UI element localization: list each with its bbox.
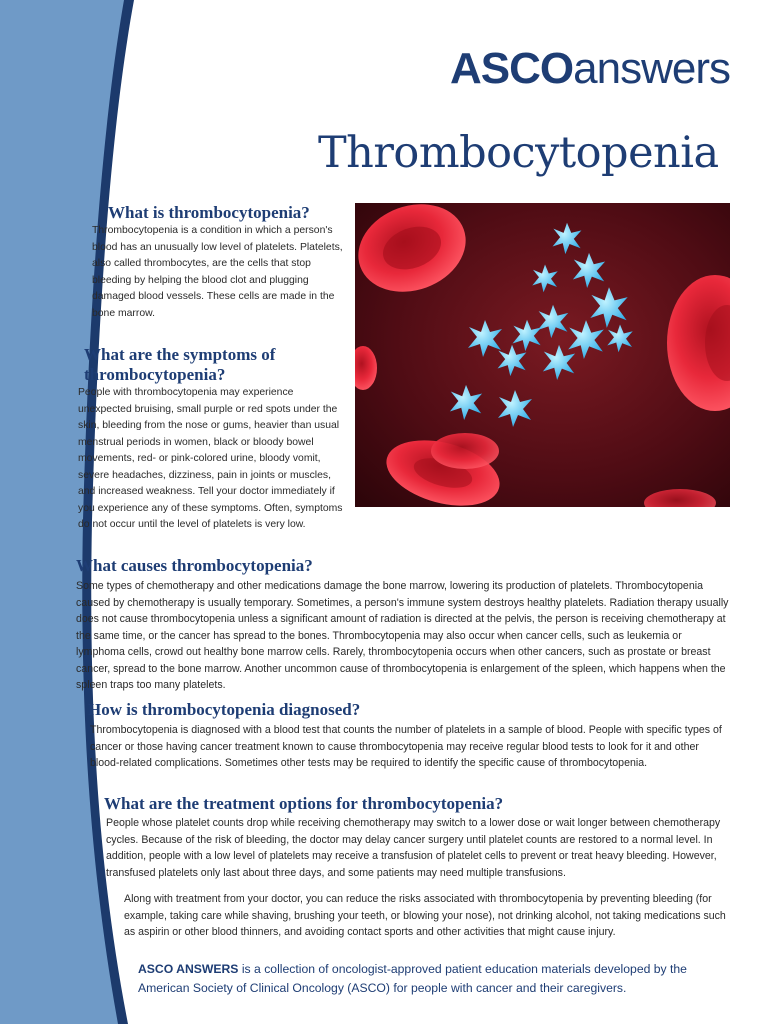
page-title: Thrombocytopenia: [318, 128, 719, 178]
logo-strong-text: ASCO: [450, 44, 574, 93]
section-heading-symptoms: What are the symptoms of thrombocytopenia?: [84, 345, 276, 384]
section-heading-treatment: What are the treatment options for thrombocytopenia?: [104, 794, 504, 813]
footer-text: is a collection of oncologist-approved patient education materials developed by the American Society of Clinical Oncology (ASCO) for people with cancer and their caregivers.: [138, 962, 687, 995]
section-heading-diagnosed: How is thrombocytopenia diagnosed?: [88, 700, 361, 719]
logo-light-text: answers: [573, 44, 730, 93]
section-text-treatment-2: Along with treatment from your doctor, you can reduce the risks associated with thrombocytopenia by preventing bleeding (for example, taking care while shaving, brushing your teeth, or blowing your nose), not drinking alcohol, not taking medications such as aspirin or other blood thinners, and avoiding contact sports and other activities that might cause injury.: [124, 893, 726, 938]
section-text-treatment-1: People whose platelet counts drop while receiving chemotherapy may switch to a lower dose or wait longer between chemotherapy cycles. Because of the risk of bleeding, the doctor may delay cancer surgery until platelet counts are restored to a normal level. In addition, people with a low level of platelets may receive a transfusion of platelet cells to prevent or treat heavy bleeding. However, transfused platelets only last about three days, and some patients may need multiple transfusions.: [106, 817, 721, 879]
section-text-what-is: Thrombocytopenia is a condition in which a person's blood has an unusually low level of platelets. Platelets, also called thrombocytes, are the cells that stop bleeding by helping the blood clot and plugging damaged blood vessels. These cells are made in the bone marrow.: [92, 225, 343, 319]
section-text-causes: Some types of chemotherapy and other medications damage the bone marrow, lowering its production of platelets. Thrombocytopenia caused by chemotherapy is usually temporary. Sometimes, a person's immune system destroys healthy platelets. Radiation therapy usually does not cause thrombocytopenia unless a significant amount of radiation is directed at the pelvis, the person is receiving chemotherapy at the same time, or the cancer has spread to the bones. Thrombocytopenia may also occur when cancer cells, such as leukemia or lymphoma cells, crowd out healthy bone marrow cells. Rarely, thrombocytopenia occurs when other cancers, such as prostate or breast cancer, spread to the bone marrow. Another uncommon cause of thrombocytopenia is enlargement of the spleen, which happens when the spleen traps too many platelets.: [76, 580, 729, 691]
section-text-symptoms: People with thrombocytopenia may experience unexpected bruising, small purple or red spots under the skin, bleeding from the nose or gums, heavier than usual menstrual periods in women, black or bloody bowel movements, red- or pink-colored urine, bloody vomit, severe headaches, dizziness, pain in joints or muscles, and increased weakness. Tell your doctor immediately if you experience any of these symptoms. Often, symptoms do not occur until the level of platelets is very low.: [78, 387, 343, 530]
blood-cells-illustration: [355, 203, 730, 507]
footer-description: [138, 960, 738, 998]
section-heading-causes: What causes thrombocytopenia?: [76, 556, 313, 575]
footer-lead: ASCO ANSWERS: [138, 962, 239, 976]
asco-answers-logo: [450, 44, 730, 94]
section-text-diagnosed: Thrombocytopenia is diagnosed with a blood test that counts the number of platelets in a sample of blood. People with specific types of cancer or those having cancer treatment known to cause thrombocytopenia may receive regular blood tests to look for it and other blood-related complications. Sometimes other tests may be required to identify the specific cause of thrombocytopenia.: [90, 724, 722, 769]
section-heading-what-is: What is thrombocytopenia?: [108, 203, 310, 222]
